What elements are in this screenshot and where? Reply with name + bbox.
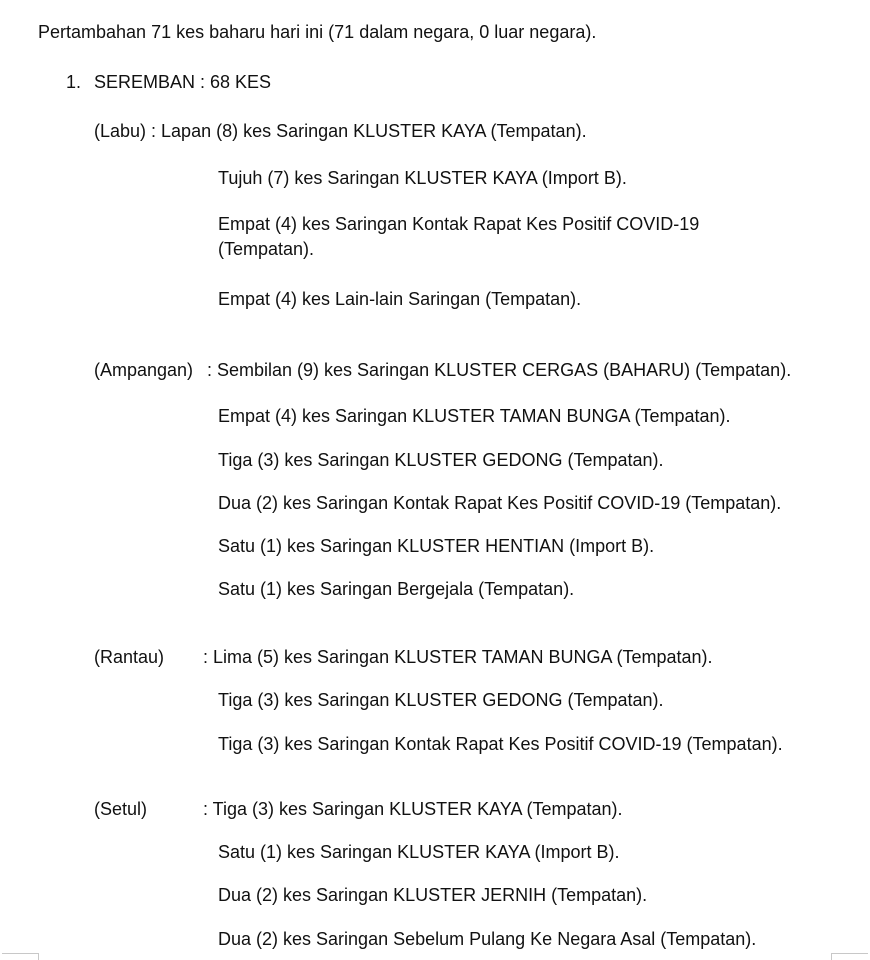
area-setul-item: Dua (2) kes Saringan KLUSTER JERNIH (Tempatan). bbox=[218, 885, 648, 905]
area-labu-heading: (Labu) : Lapan (8) kes Saringan KLUSTER KAYA (Tempatan). bbox=[94, 121, 587, 141]
area-rantau-item: Tiga (3) kes Saringan Kontak Rapat Kes Positif COVID-19 (Tempatan). bbox=[218, 734, 783, 754]
area-ampangan-first: : Sembilan (9) kes Saringan KLUSTER CERGAS (BAHARU) (Tempatan). bbox=[207, 360, 792, 380]
area-rantau-label: (Rantau) bbox=[94, 647, 165, 667]
area-ampangan-item: Satu (1) kes Saringan KLUSTER HENTIAN (Import B). bbox=[218, 536, 655, 556]
district-number: 1. bbox=[66, 72, 82, 92]
area-setul-item: Satu (1) kes Saringan KLUSTER KAYA (Import B). bbox=[218, 842, 620, 862]
area-setul-item: Dua (2) kes Saringan Sebelum Pulang Ke Negara Asal (Tempatan). bbox=[218, 929, 757, 949]
area-rantau-first: : Lima (5) kes Saringan KLUSTER TAMAN BUNGA (Tempatan). bbox=[203, 647, 713, 667]
area-ampangan-item: Satu (1) kes Saringan Bergejala (Tempatan). bbox=[218, 579, 575, 599]
area-rantau-item: Tiga (3) kes Saringan KLUSTER GEDONG (Tempatan). bbox=[218, 690, 664, 710]
area-ampangan-item: Dua (2) kes Saringan Kontak Rapat Kes Positif COVID-19 (Tempatan). bbox=[218, 493, 782, 513]
district-heading: SEREMBAN : 68 KES bbox=[94, 72, 272, 92]
area-setul-label: (Setul) bbox=[94, 799, 148, 819]
area-labu-item: Empat (4) kes Lain-lain Saringan (Tempatan). bbox=[218, 289, 582, 309]
area-setul-first: : Tiga (3) kes Saringan KLUSTER KAYA (Tempatan). bbox=[203, 799, 623, 819]
page-margin-mark-left bbox=[2, 953, 39, 960]
page-margin-mark-right bbox=[831, 953, 868, 960]
area-labu-item-continued: (Tempatan). bbox=[218, 239, 315, 259]
area-ampangan-item: Empat (4) kes Saringan KLUSTER TAMAN BUNGA (Tempatan). bbox=[218, 406, 731, 426]
area-labu-item: Tujuh (7) kes Saringan KLUSTER KAYA (Import B). bbox=[218, 168, 627, 188]
area-labu-item: Empat (4) kes Saringan Kontak Rapat Kes Positif COVID-19 bbox=[218, 214, 700, 234]
area-ampangan-item: Tiga (3) kes Saringan KLUSTER GEDONG (Tempatan). bbox=[218, 450, 664, 470]
intro-line: Pertambahan 71 kes baharu hari ini (71 dalam negara, 0 luar negara). bbox=[38, 22, 597, 42]
area-ampangan-label: (Ampangan) bbox=[94, 360, 194, 380]
